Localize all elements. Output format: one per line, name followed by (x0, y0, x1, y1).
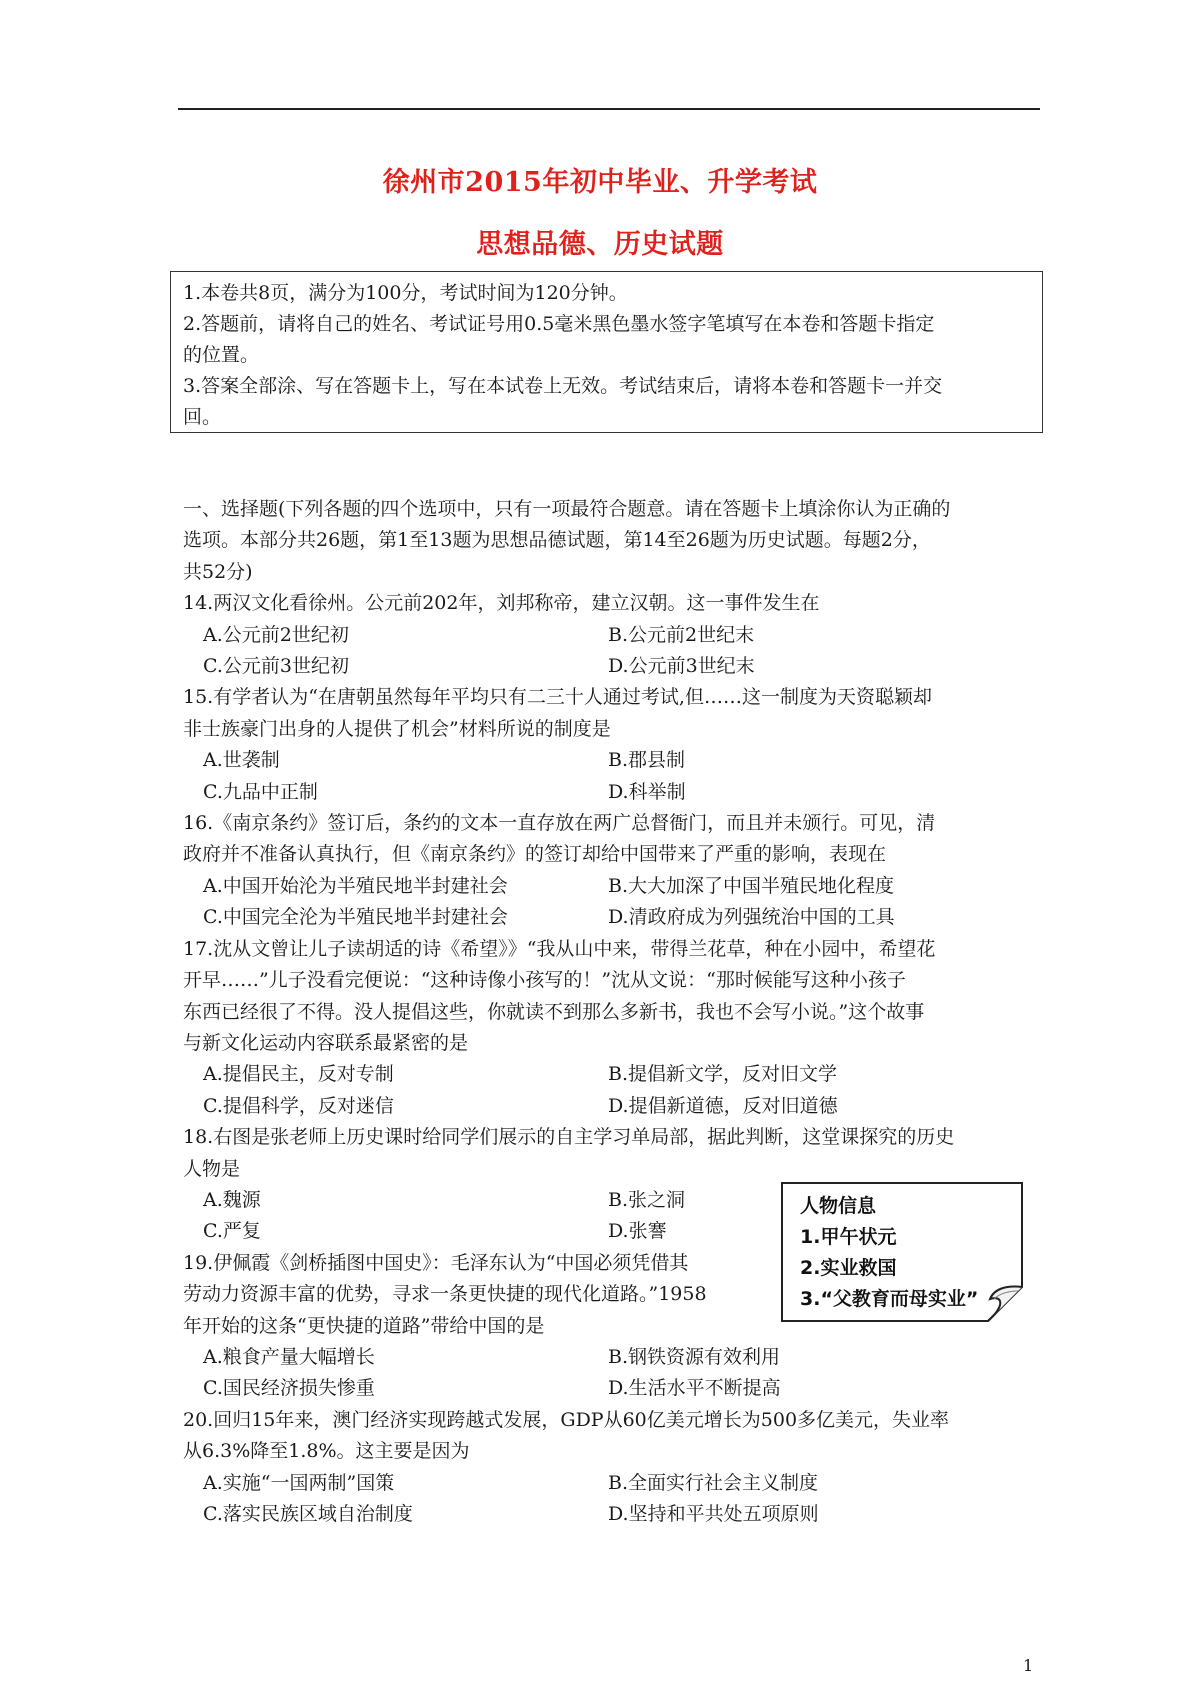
notice-line: 3.答案全部涂、写在答题卡上，写在本试卷上无效。考试结束后，请将本卷和答题卡一并交 (183, 375, 943, 397)
question-19-options-row1 (183, 1342, 1043, 1373)
question-16-options-row1 (183, 871, 1043, 902)
option-d: D.生活水平不断提高 (608, 1377, 781, 1400)
question-15-stem: 非士族豪门出身的人提供了机会”材料所说的制度是 (183, 717, 611, 740)
question-17-stem: 开早……”儿子没看完便说：“这种诗像小孩写的！”沈从文说：“那时候能写这种小孩子 (183, 969, 906, 992)
question-15-options-row2 (183, 777, 1043, 808)
question-18-stem: 18.右图是张老师上历史课时给同学们展示的自主学习单局部，据此判断，这堂课探究的历史 (183, 1126, 955, 1149)
option-b: B.全面实行社会主义制度 (608, 1471, 819, 1494)
notice-line: 回。 (183, 406, 222, 428)
option-b: B.提倡新文学，反对旧文学 (608, 1063, 838, 1086)
option-c: C.中国完全沦为半殖民地半封建社会 (203, 906, 508, 929)
option-a: A.提倡民主，反对专制 (203, 1063, 394, 1086)
section-instructions: 共52分) (183, 560, 253, 583)
option-d: D.提倡新道德，反对旧道德 (608, 1094, 838, 1117)
question-17-stem: 东西已经很了不得。没人提倡这些，你就读不到那么多新书，我也不会写小说。”这个故事 (183, 1000, 925, 1023)
question-20-stem: 从6.3%降至1.8%。这主要是因为 (183, 1440, 470, 1463)
card-item: 1.甲午状元 (800, 1226, 897, 1248)
option-b: B.大大加深了中国半殖民地化程度 (608, 874, 895, 897)
top-rule (178, 108, 1040, 110)
question-14-stem: 14.两汉文化看徐州。公元前202年，刘邦称帝，建立汉朝。这一事件发生在 (183, 592, 820, 615)
question-14-options-row2 (183, 651, 1043, 682)
option-a: A.魏源 (203, 1188, 261, 1211)
question-content (183, 494, 1043, 1530)
notice-box (170, 271, 1043, 433)
card-text (800, 1191, 978, 1315)
option-d: D.清政府成为列强统治中国的工具 (608, 906, 895, 929)
option-a: A.世袭制 (203, 749, 280, 772)
question-19-stem: 劳动力资源丰富的优势，寻求一条更快捷的现代化道路。”1958 (183, 1283, 707, 1306)
question-16-stem: 政府并不准备认真执行，但《南京条约》的签订却给中国带来了严重的影响，表现在 (183, 843, 887, 866)
option-b: B.公元前2世纪末 (608, 623, 755, 646)
option-b: B.张之洞 (608, 1188, 686, 1211)
question-17-options-row2 (183, 1091, 1043, 1122)
option-a: A.公元前2世纪初 (203, 623, 349, 646)
question-20-options-row2 (183, 1499, 1043, 1530)
card-title: 人物信息 (800, 1195, 877, 1217)
question-16-options-row2 (183, 902, 1043, 933)
card-item: 2.实业救国 (800, 1257, 897, 1279)
question-17-stem: 17.沈从文曾让儿子读胡适的诗《希望》》“我从山中来，带得兰花草，种在小园中，希望花 (183, 937, 936, 960)
question-20-stem: 20.回归15年来，澳门经济实现跨越式发展，GDP从60亿美元增长为500多亿美元，失业率 (183, 1408, 950, 1431)
page-number: 1 (1023, 1656, 1034, 1675)
section-instructions: 一、选择题(下列各题的四个选项中，只有一项最符合题意。请在答题卡上填涂你认为正确的 (183, 498, 951, 520)
option-c: C.严复 (203, 1220, 261, 1243)
option-c: C.落实民族区域自治制度 (203, 1503, 413, 1525)
question-15-stem: 15.有学者认为“在唐朝虽然每年平均只有二三十人通过考试,但……这一制度为天资聪颖却 (183, 686, 932, 709)
section-instructions: 选项。本部分共26题，第1至13题为思想品德试题，第14至26题为历史试题。每题2分， (183, 529, 931, 552)
question-17-options-row1 (183, 1059, 1043, 1090)
question-17-stem: 与新文化运动内容联系最紧密的是 (183, 1031, 469, 1054)
option-c: C.国民经济损失惨重 (203, 1377, 375, 1400)
option-b: B.钢铁资源有效利用 (608, 1345, 781, 1368)
notice-line: 1.本卷共8页，满分为100分，考试时间为120分钟。 (183, 282, 628, 304)
option-c: C.提倡科学，反对迷信 (203, 1094, 394, 1117)
option-a: A.实施“一国两制”国策 (203, 1471, 395, 1494)
card-item: 3.“父教育而母实业” (800, 1288, 979, 1310)
option-c: C.公元前3世纪初 (203, 655, 349, 678)
exam-title: 徐州市2015年初中毕业、升学考试 (382, 167, 818, 198)
question-19-options-row2 (183, 1373, 1043, 1404)
notice-line: 2.答题前，请将自己的姓名、考试证号用0.5毫米黑色墨水签字笔填写在本卷和答题卡指定 (183, 313, 935, 335)
person-info-card (780, 1181, 1024, 1323)
option-a: A.粮食产量大幅增长 (203, 1345, 375, 1368)
option-d: D.公元前3世纪末 (608, 655, 755, 678)
option-d: D.坚持和平共处五项原则 (608, 1503, 819, 1525)
option-d: D.张謇 (608, 1220, 667, 1243)
option-d: D.科举制 (608, 780, 686, 803)
option-c: C.九品中正制 (203, 780, 318, 803)
question-19-stem: 19.伊佩霞《剑桥插图中国史》：毛泽东认为“中国必须凭借其 (183, 1251, 689, 1274)
question-16-stem: 16.《南京条约》签订后，条约的文本一直存放在两广总督衙门，而且并未颁行。可见，清 (183, 812, 936, 835)
question-20-options-row1 (183, 1468, 1043, 1499)
exam-subtitle: 思想品德、历史试题 (476, 229, 724, 260)
option-a: A.中国开始沦为半殖民地半封建社会 (203, 874, 508, 897)
question-15-options-row1 (183, 745, 1043, 776)
question-18-stem: 人物是 (183, 1157, 241, 1180)
option-b: B.郡县制 (608, 749, 686, 772)
question-14-options-row1 (183, 620, 1043, 651)
question-19-stem: 年开始的这条“更快捷的道路”带给中国的是 (183, 1314, 545, 1337)
notice-line: 的位置。 (183, 344, 260, 366)
